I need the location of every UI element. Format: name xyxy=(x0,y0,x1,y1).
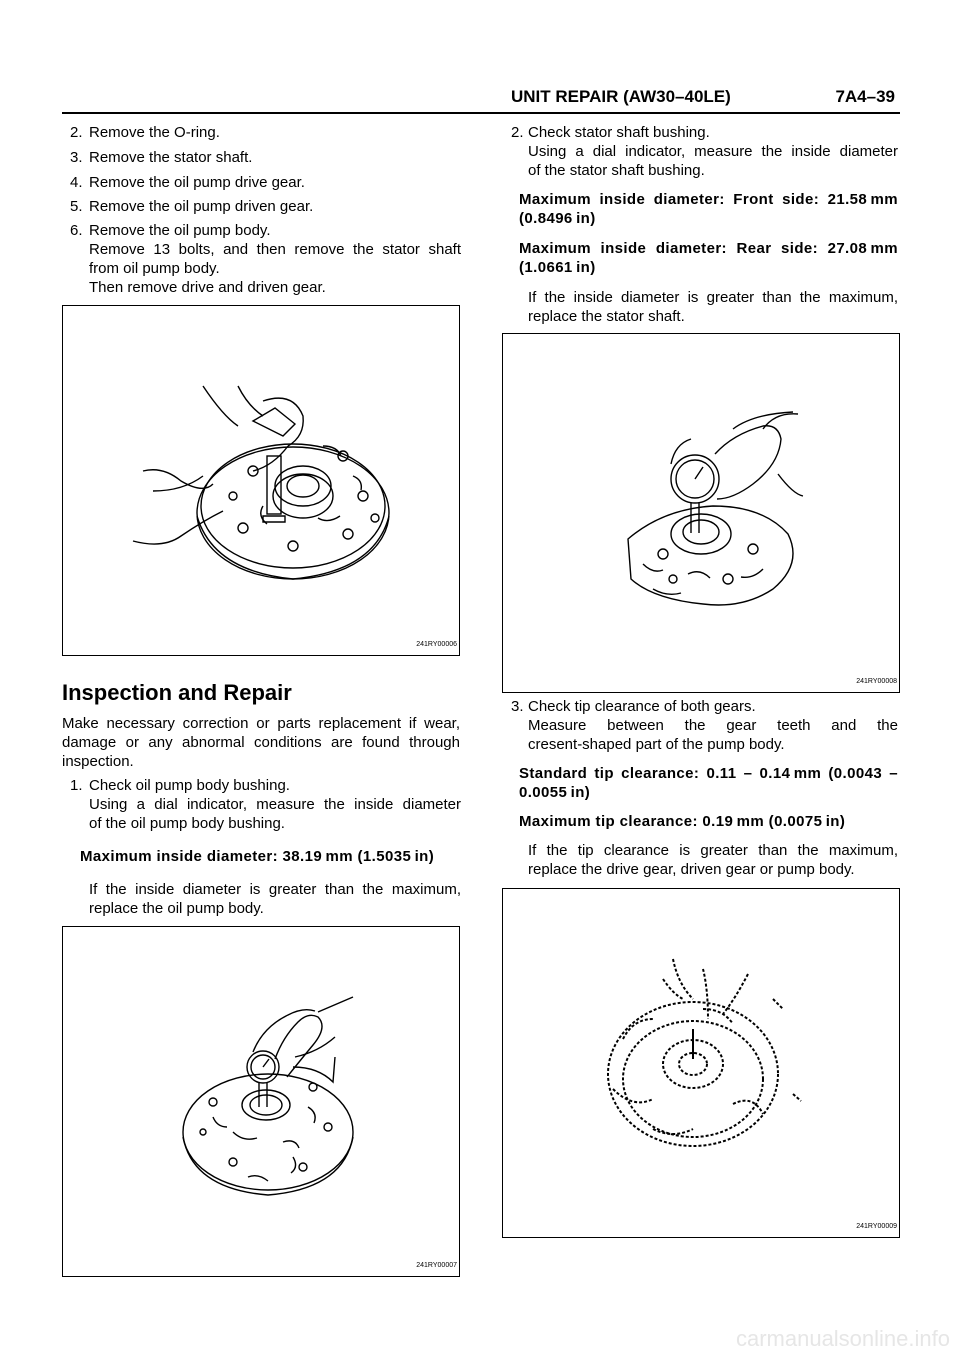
stator-shaft-bushing-illustration xyxy=(503,334,899,692)
step-text: Remove the oil pump drive gear. xyxy=(89,174,305,191)
step-sub-line: of the oil pump body bushing. xyxy=(89,815,285,832)
step-number: 2. xyxy=(511,124,524,141)
right-column xyxy=(480,0,960,1358)
spec-standard-tip-clearance-in: 0.0055 in) xyxy=(519,784,591,801)
step-text: Check tip clearance of both gears. xyxy=(528,698,756,715)
page-number: 7A4–39 xyxy=(835,87,895,106)
note-line: replace the drive gear, driven gear or pump body. xyxy=(528,861,855,878)
figure-id: 241RY00007 xyxy=(416,1262,457,1269)
figure-id: 241RY00006 xyxy=(416,641,457,648)
step-sub-line: Measure between the gear teeth and the xyxy=(528,717,898,734)
step-number: 5. xyxy=(70,198,83,215)
footer-watermark: carmanualsonline.info xyxy=(735,1326,950,1351)
step-sub-line: Then remove drive and driven gear. xyxy=(89,279,326,296)
step-sub-line: Using a dial indicator, measure the inside diameter xyxy=(528,143,898,160)
spec-max-tip-clearance: Maximum tip clearance: 0.19 mm (0.0075 in) xyxy=(519,813,846,830)
step-sub-line: from oil pump body. xyxy=(89,260,220,277)
tip-clearance-illustration xyxy=(503,889,899,1237)
step-sub-line: of the stator shaft bushing. xyxy=(528,162,705,179)
figure-id: 241RY00008 xyxy=(856,678,897,685)
figure-tip-clearance xyxy=(502,888,900,1238)
step-text: Check oil pump body bushing. xyxy=(89,777,290,794)
figure-id: 241RY00009 xyxy=(856,1223,897,1230)
spec-rear-side-in: (1.0661 in) xyxy=(519,259,596,276)
note-line: replace the stator shaft. xyxy=(528,308,685,325)
pump-bolt-removal-illustration xyxy=(63,306,459,655)
step-number: 2. xyxy=(70,124,83,141)
pump-body-bushing-illustration xyxy=(63,927,459,1276)
figure-pump-body-bushing xyxy=(62,926,460,1277)
step-text: Remove the O-ring. xyxy=(89,124,220,141)
step-number: 3. xyxy=(511,698,524,715)
spec-rear-side: Maximum inside diameter: Rear side: 27.08 mm xyxy=(519,240,898,257)
step-number: 1. xyxy=(70,777,83,794)
step-text: Remove the oil pump driven gear. xyxy=(89,198,314,215)
note-line: If the tip clearance is greater than the maximum, xyxy=(528,842,898,859)
step-text: Remove the oil pump body. xyxy=(89,222,271,239)
spec-front-side: Maximum inside diameter: Front side: 21.58 mm xyxy=(519,191,898,208)
section-title: Inspection and Repair xyxy=(62,680,292,705)
step-number: 3. xyxy=(70,149,83,166)
note-line: If the inside diameter is greater than the maximum, xyxy=(528,289,898,306)
spec-standard-tip-clearance: Standard tip clearance: 0.11 – 0.14 mm (0.0043 – xyxy=(519,765,898,782)
step-number: 6. xyxy=(70,222,83,239)
step-number: 4. xyxy=(70,174,83,191)
figure-pump-bolt-removal xyxy=(62,305,460,656)
spec-max-inside-diameter: Maximum inside diameter: 38.19 mm (1.5035 in) xyxy=(80,848,435,865)
intro-line: damage or any abnormal conditions are found through xyxy=(62,734,460,751)
step-sub-line: Remove 13 bolts, and then remove the stator shaft xyxy=(89,241,461,258)
step-text: Check stator shaft bushing. xyxy=(528,124,710,141)
note-line: If the inside diameter is greater than the maximum, xyxy=(89,881,461,898)
note-line: replace the oil pump body. xyxy=(89,900,264,917)
intro-line: Make necessary correction or parts replacement if wear, xyxy=(62,715,460,732)
figure-stator-shaft-bushing xyxy=(502,333,900,693)
step-text: Remove the stator shaft. xyxy=(89,149,253,166)
intro-line: inspection. xyxy=(62,753,134,770)
header-title: UNIT REPAIR (AW30–40LE) xyxy=(511,87,731,106)
spec-front-side-in: (0.8496 in) xyxy=(519,210,596,227)
step-sub-line: cresent-shaped part of the pump body. xyxy=(528,736,785,753)
step-sub-line: Using a dial indicator, measure the inside diameter xyxy=(89,796,461,813)
